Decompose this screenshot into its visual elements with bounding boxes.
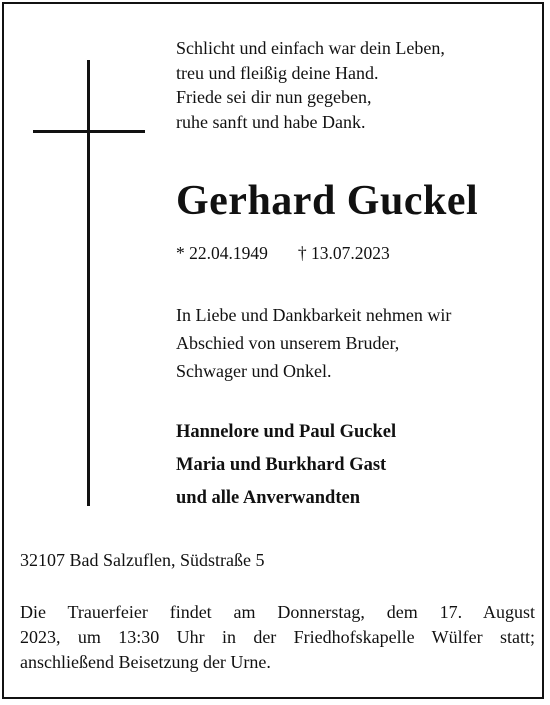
funeral-line: anschließend Beisetzung der Urne. (20, 652, 271, 672)
poem-line: Schlicht und einfach war dein Leben, (176, 38, 445, 58)
funeral-notice (20, 600, 535, 675)
cross-horizontal-bar (33, 130, 145, 133)
statement-line: Schwager und Onkel. (176, 361, 332, 381)
statement-line: In Liebe und Dankbarkeit nehmen wir (176, 305, 452, 325)
funeral-line: Die Trauerfeier findet am Donnerstag, dem 17. August (20, 602, 535, 622)
mourner-line: Maria und Burkhard Gast (176, 455, 387, 475)
mourner-line: Hannelore und Paul Guckel (176, 422, 397, 442)
farewell-statement (176, 301, 451, 385)
life-dates (176, 243, 390, 264)
mourner-line: und alle Anverwandten (176, 488, 361, 508)
cross-vertical-bar (87, 60, 90, 506)
address: 32107 Bad Salzuflen, Südstraße 5 (20, 550, 265, 570)
poem-line: Friede sei dir nun gegeben, (176, 87, 372, 107)
funeral-line: 2023, um 13:30 Uhr in der Friedhofskapelle Wülfer statt; (20, 627, 535, 647)
death-date: † 13.07.2023 (297, 243, 390, 263)
statement-line: Abschied von unserem Bruder, (176, 333, 400, 353)
poem-line: treu und fleißig deine Hand. (176, 62, 379, 83)
poem (176, 36, 445, 134)
deceased-name: Gerhard Guckel (176, 178, 479, 224)
poem-line: ruhe sanft und habe Dank. (176, 111, 366, 132)
mourners-list (176, 416, 396, 515)
birth-date: * 22.04.1949 (176, 243, 268, 263)
